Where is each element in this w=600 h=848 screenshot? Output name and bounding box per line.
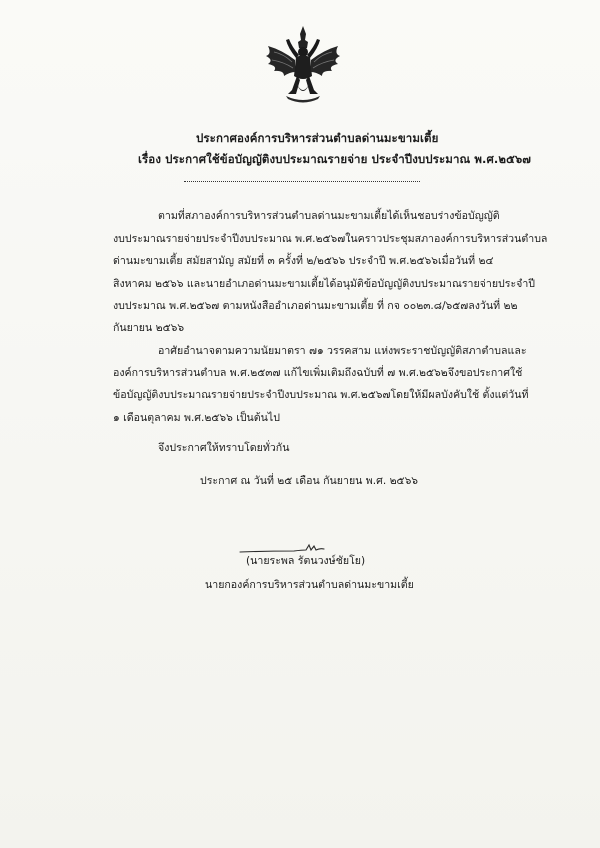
para1-line2-left: งบประมาณรายจ่ายประจำปีงบประมาณ พ.ศ.๒๕๖๗	[113, 233, 346, 245]
signatory-position: นายกองค์การบริหารส่วนตำบลด่านมะขามเตี้ย	[205, 579, 414, 591]
garuda-emblem-icon	[262, 24, 344, 104]
para1-line3	[113, 254, 494, 268]
para1-line3-left: ด่านมะขามเตี้ย สมัยสามัญ สมัยที่ ๓ ครั้งที่ ๒/๒๕๖๖ ประจำปี พ.ศ.๒๕๖๖	[113, 255, 438, 267]
para1-line5-right: ลงวันที่ ๒๒	[468, 300, 518, 312]
para2-line3-right: โดยให้มีผลบังคับใช้ ตั้งแต่วันที่	[390, 389, 529, 401]
announcement-date: ประกาศ ณ วันที่ ๒๕ เดือน กันยายน พ.ศ. ๒๕๖๖	[200, 475, 419, 487]
document-subject: เรื่อง ประกาศใช้ข้อบัญญัติงบประมาณรายจ่าย ประจำปีงบประมาณ พ.ศ.๒๕๖๗	[138, 152, 532, 166]
closing-text: จึงประกาศให้ทราบโดยทั่วกัน	[158, 442, 290, 454]
para2-line2-left: องค์การบริหารส่วนตำบล พ.ศ.๒๕๓๗ แก้ไขเพิ่มเติมถึงฉบับที่ ๗ พ.ศ.๒๕๖๒	[113, 367, 448, 379]
document-title: ประกาศองค์การบริหารส่วนตำบลด่านมะขามเตี้ย	[196, 131, 439, 145]
para2-line2	[113, 366, 523, 380]
para1-line5	[113, 299, 518, 313]
para2-line2-right: จึงขอประกาศใช้	[447, 367, 523, 379]
para1-line4-right: ได้อนุมัติข้อบัญญัติงบประมาณรายจ่ายประจำปี	[324, 278, 536, 290]
para1-line2	[113, 232, 548, 246]
para2-line1-text: อาศัยอำนาจตามความนัยมาตรา ๗๑ วรรคสาม แห่งพระราชบัญญัติสภาตำบลและ	[158, 345, 527, 357]
para1-line4-left: สิงหาคม ๒๕๖๖ และนายอำเภอด่านมะขามเตี้ย	[113, 278, 325, 290]
para2-line4	[113, 411, 280, 425]
para1-line2-right: ในคราวประชุมสภาองค์การบริหารส่วนตำบล	[345, 233, 548, 245]
para2-line3-left: ข้อบัญญัติงบประมาณรายจ่ายประจำปีงบประมาณ พ.ศ.๒๕๖๗	[113, 389, 391, 401]
para1-line1-right: ได้เห็นชอบร่างข้อบัญญัติ	[387, 210, 500, 222]
para1-line1-left: ตามที่สภาองค์การบริหารส่วนตำบลด่านมะขามเตี้ย	[158, 210, 388, 222]
para1-line3-right: เมื่อวันที่ ๒๔	[437, 255, 494, 267]
para2-line4-text: ๑ เดือนตุลาคม พ.ศ.๒๕๖๖ เป็นต้นไป	[113, 412, 280, 424]
signatory-name: (นายระพล รัตนวงษ์ชัยโย)	[246, 555, 366, 567]
para1-line4	[113, 277, 536, 291]
para2-line1	[158, 344, 527, 358]
para1-line6	[113, 321, 184, 335]
para2-line3	[113, 388, 529, 402]
para1-line6-text: กันยายน ๒๕๖๖	[113, 322, 185, 334]
title-divider	[184, 181, 420, 182]
para1-line1	[158, 209, 500, 223]
para1-line5-left: งบประมาณ พ.ศ.๒๕๖๗ ตามหนังสืออำเภอด่านมะขามเตี้ย ที่ กจ ๐๐๒๓.๘/๖๕๗	[113, 300, 469, 312]
